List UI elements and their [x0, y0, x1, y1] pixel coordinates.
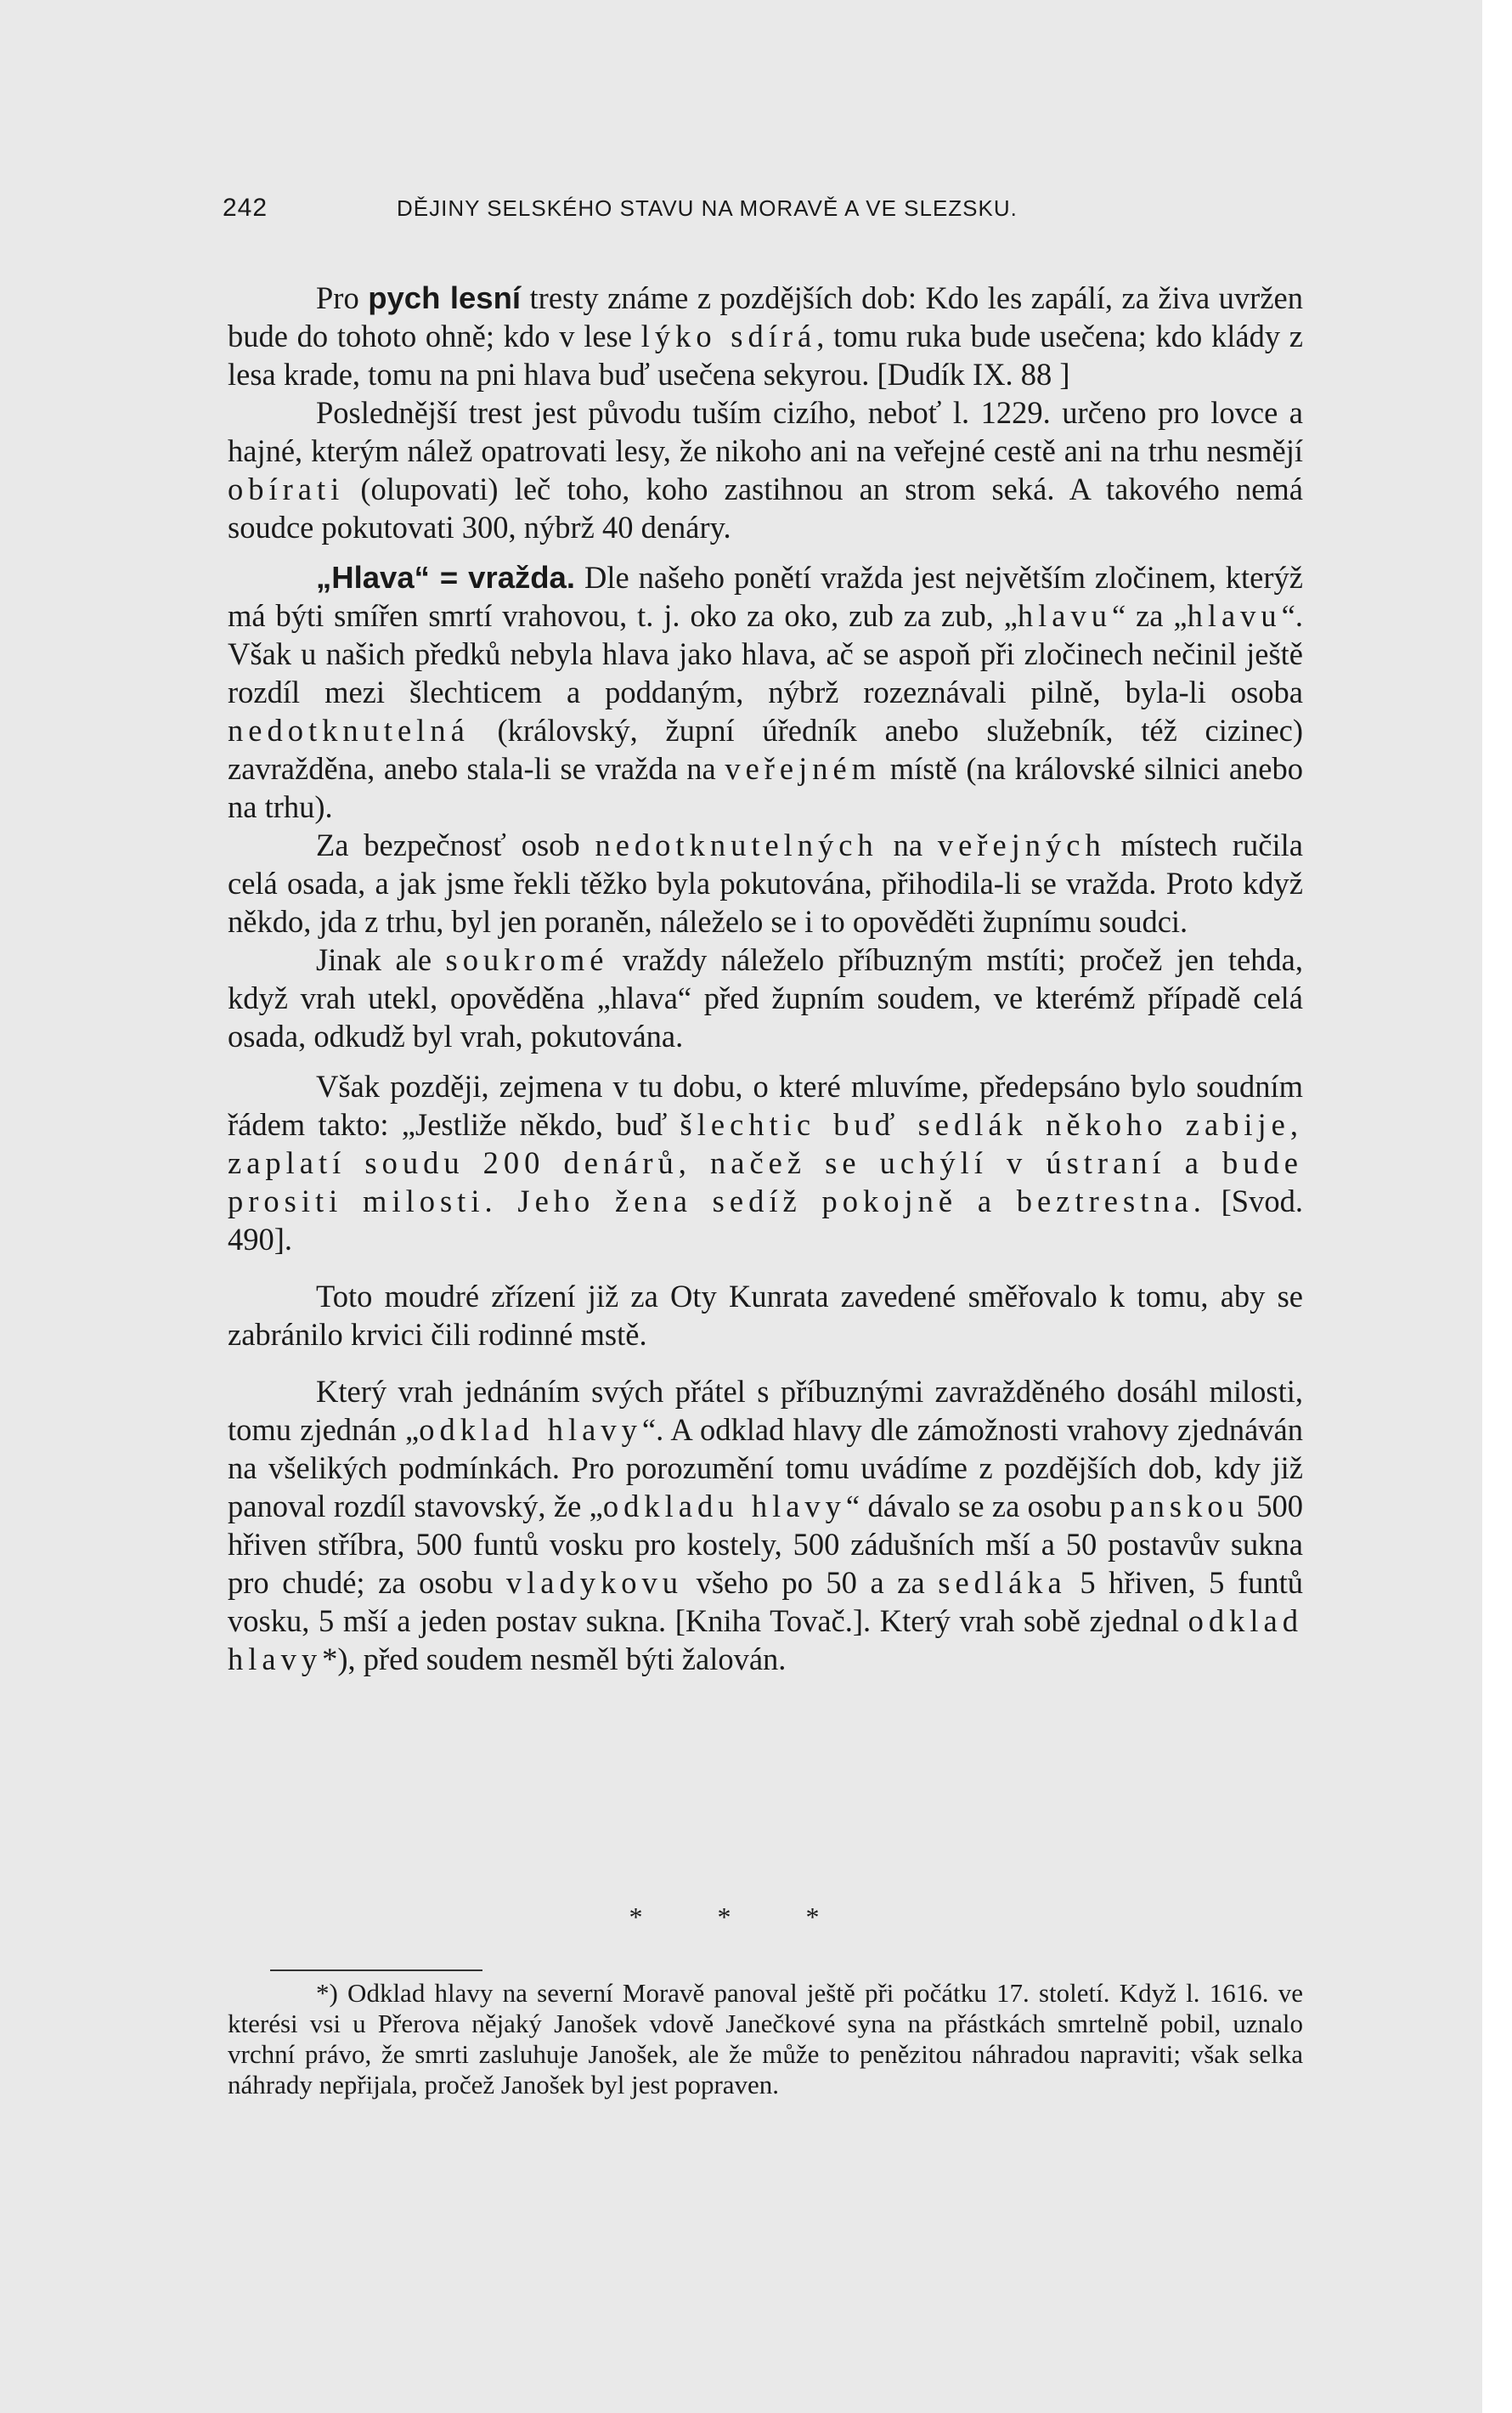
- page-number: 242: [223, 194, 268, 222]
- paragraph-foreign-punishment: Poslednější trest jest původu tuším cizího, neboť l. 1229. určeno pro lovce a hajné, kterým nálež opatrovati lesy, že nikoho ani na veřejné cestě ani na trhu nesmějí obírati (olupovati) leč toho, koho zastihnou an strom seká. A takového nemá soudce pokutovati 300, nýbrž 40 denáry.: [228, 395, 1303, 545]
- paragraph-court-order: Však později, zejmena v tu dobu, o které mluvíme, předepsáno bylo soudním řádem takto: „Jestliže někdo, buď šlechtic buď sedlák někoho zabije, zaplatí soudu 200 denárů, načež se uchýlí v ústraní a bude prositi milosti. Jeho žena sedíž pokojně a beztrestna. [Svod. 490].: [228, 1069, 1304, 1257]
- footnote: [228, 1978, 1303, 2100]
- body-text: [228, 279, 1303, 1678]
- paragraph-forest-offense: Pro pych lesní tresty známe z pozdějších dob: Kdo les zapálí, za živa uvržen bude do tohoto ohně; kdo v lese lýko sdírá, tomu ruka bude usečena; kdo klády z lesa krade, tomu na pni hlava buď usečena sekyrou. [Dudík IX. 88 ]: [228, 280, 1303, 392]
- paragraph-odklad-hlavy: Který vrah jednáním svých přátel s příbuznými zavražděného dosáhl milosti, tomu zjednán „odklad hlavy“. A odklad hlavy dle zámožnosti vrahovy zjednáván na všelikých podmínkách. Pro porozumění tomu uvádíme z pozdějších dob, kdy již panoval rozdíl stavovský, že „odkladu hlavy“ dávalo se za osobu panskou 500 hřiven stříbra, 500 funtů vosku pro kostely, 500 zádušních mší a 50 postavův sukna pro chudé; za osobu vladykovu všeho po 50 a za sedláka 5 hřiven, 5 funtů vosku, 5 mší a jeden postav sukna. [Kniha Tovač.]. Který vrah sobě zjednal odklad hlavy*), před soudem nesměl býti žalován.: [228, 1374, 1304, 1676]
- paragraph-hlava-murder: „Hlava“ = vražda. Dle našeho ponětí vražda jest největším zločinem, kterýž má býti smířen smrtí vrahovou, t. j. oko za oko, zub za zub, „hlavu“ za „hlavu“. Však u našich předků nebyla hlava jako hlava, ač se aspoň při zločinech nečinil ještě rozdíl mezi šlechticem a poddaným, nýbrž rozeznávali pilně, byla-li osoba nedotknutelná (královský, župní úředník anebo služebník, též cizinec) zavražděna, anebo stala-li se vražda na veřejném místě (na královské silnici anebo na trhu).: [228, 560, 1303, 824]
- paragraph-wise-decree: Toto moudré zřízení již za Oty Kunrata zavedené směřovalo k tomu, aby se zabránilo krvici čili rodinné mstě.: [228, 1279, 1303, 1352]
- running-title: DĚJINY SELSKÉHO STAVU NA MORAVĚ A VE SLEZSKU.: [397, 195, 1018, 221]
- scan-margin: [1482, 0, 1512, 2413]
- paragraph-private-murder: Jinak ale soukromé vraždy náleželo příbuzným mstíti; pročež jen tehda, když vrah utekl, opověděna „hlava“ před župním soudem, ve kterémž případě celá osada, odkudž byl vrah, pokutována.: [228, 942, 1304, 1054]
- footnote-rule: [270, 1969, 482, 1971]
- page-header: [223, 194, 1310, 228]
- paragraph-safety: Za bezpečnosť osob nedotknutelných na veřejných místech ručila celá osada, a jak jsme řekli těžko byla pokutována, přihodila-li se vražda. Proto když někdo, jda z trhu, byl jen poraněn, náleželo se i to opověděti župnímu soudci.: [228, 828, 1303, 939]
- section-separator: * * *: [629, 1902, 854, 1932]
- footnote-text: *) Odklad hlavy na severní Moravě panoval ještě při počátku 17. století. Když l. 1616. ve kterési vsi u Přerova nějaký Janošek vdově Janečkové syna na přástkách smrtelně pobil, uznalo vrchní právo, že smrti zasluhuje Janošek, ale že může to penězitou náhradou napraviti; však selka náhrady nepřijala, pročež Janošek byl jest popraven.: [228, 1978, 1303, 2099]
